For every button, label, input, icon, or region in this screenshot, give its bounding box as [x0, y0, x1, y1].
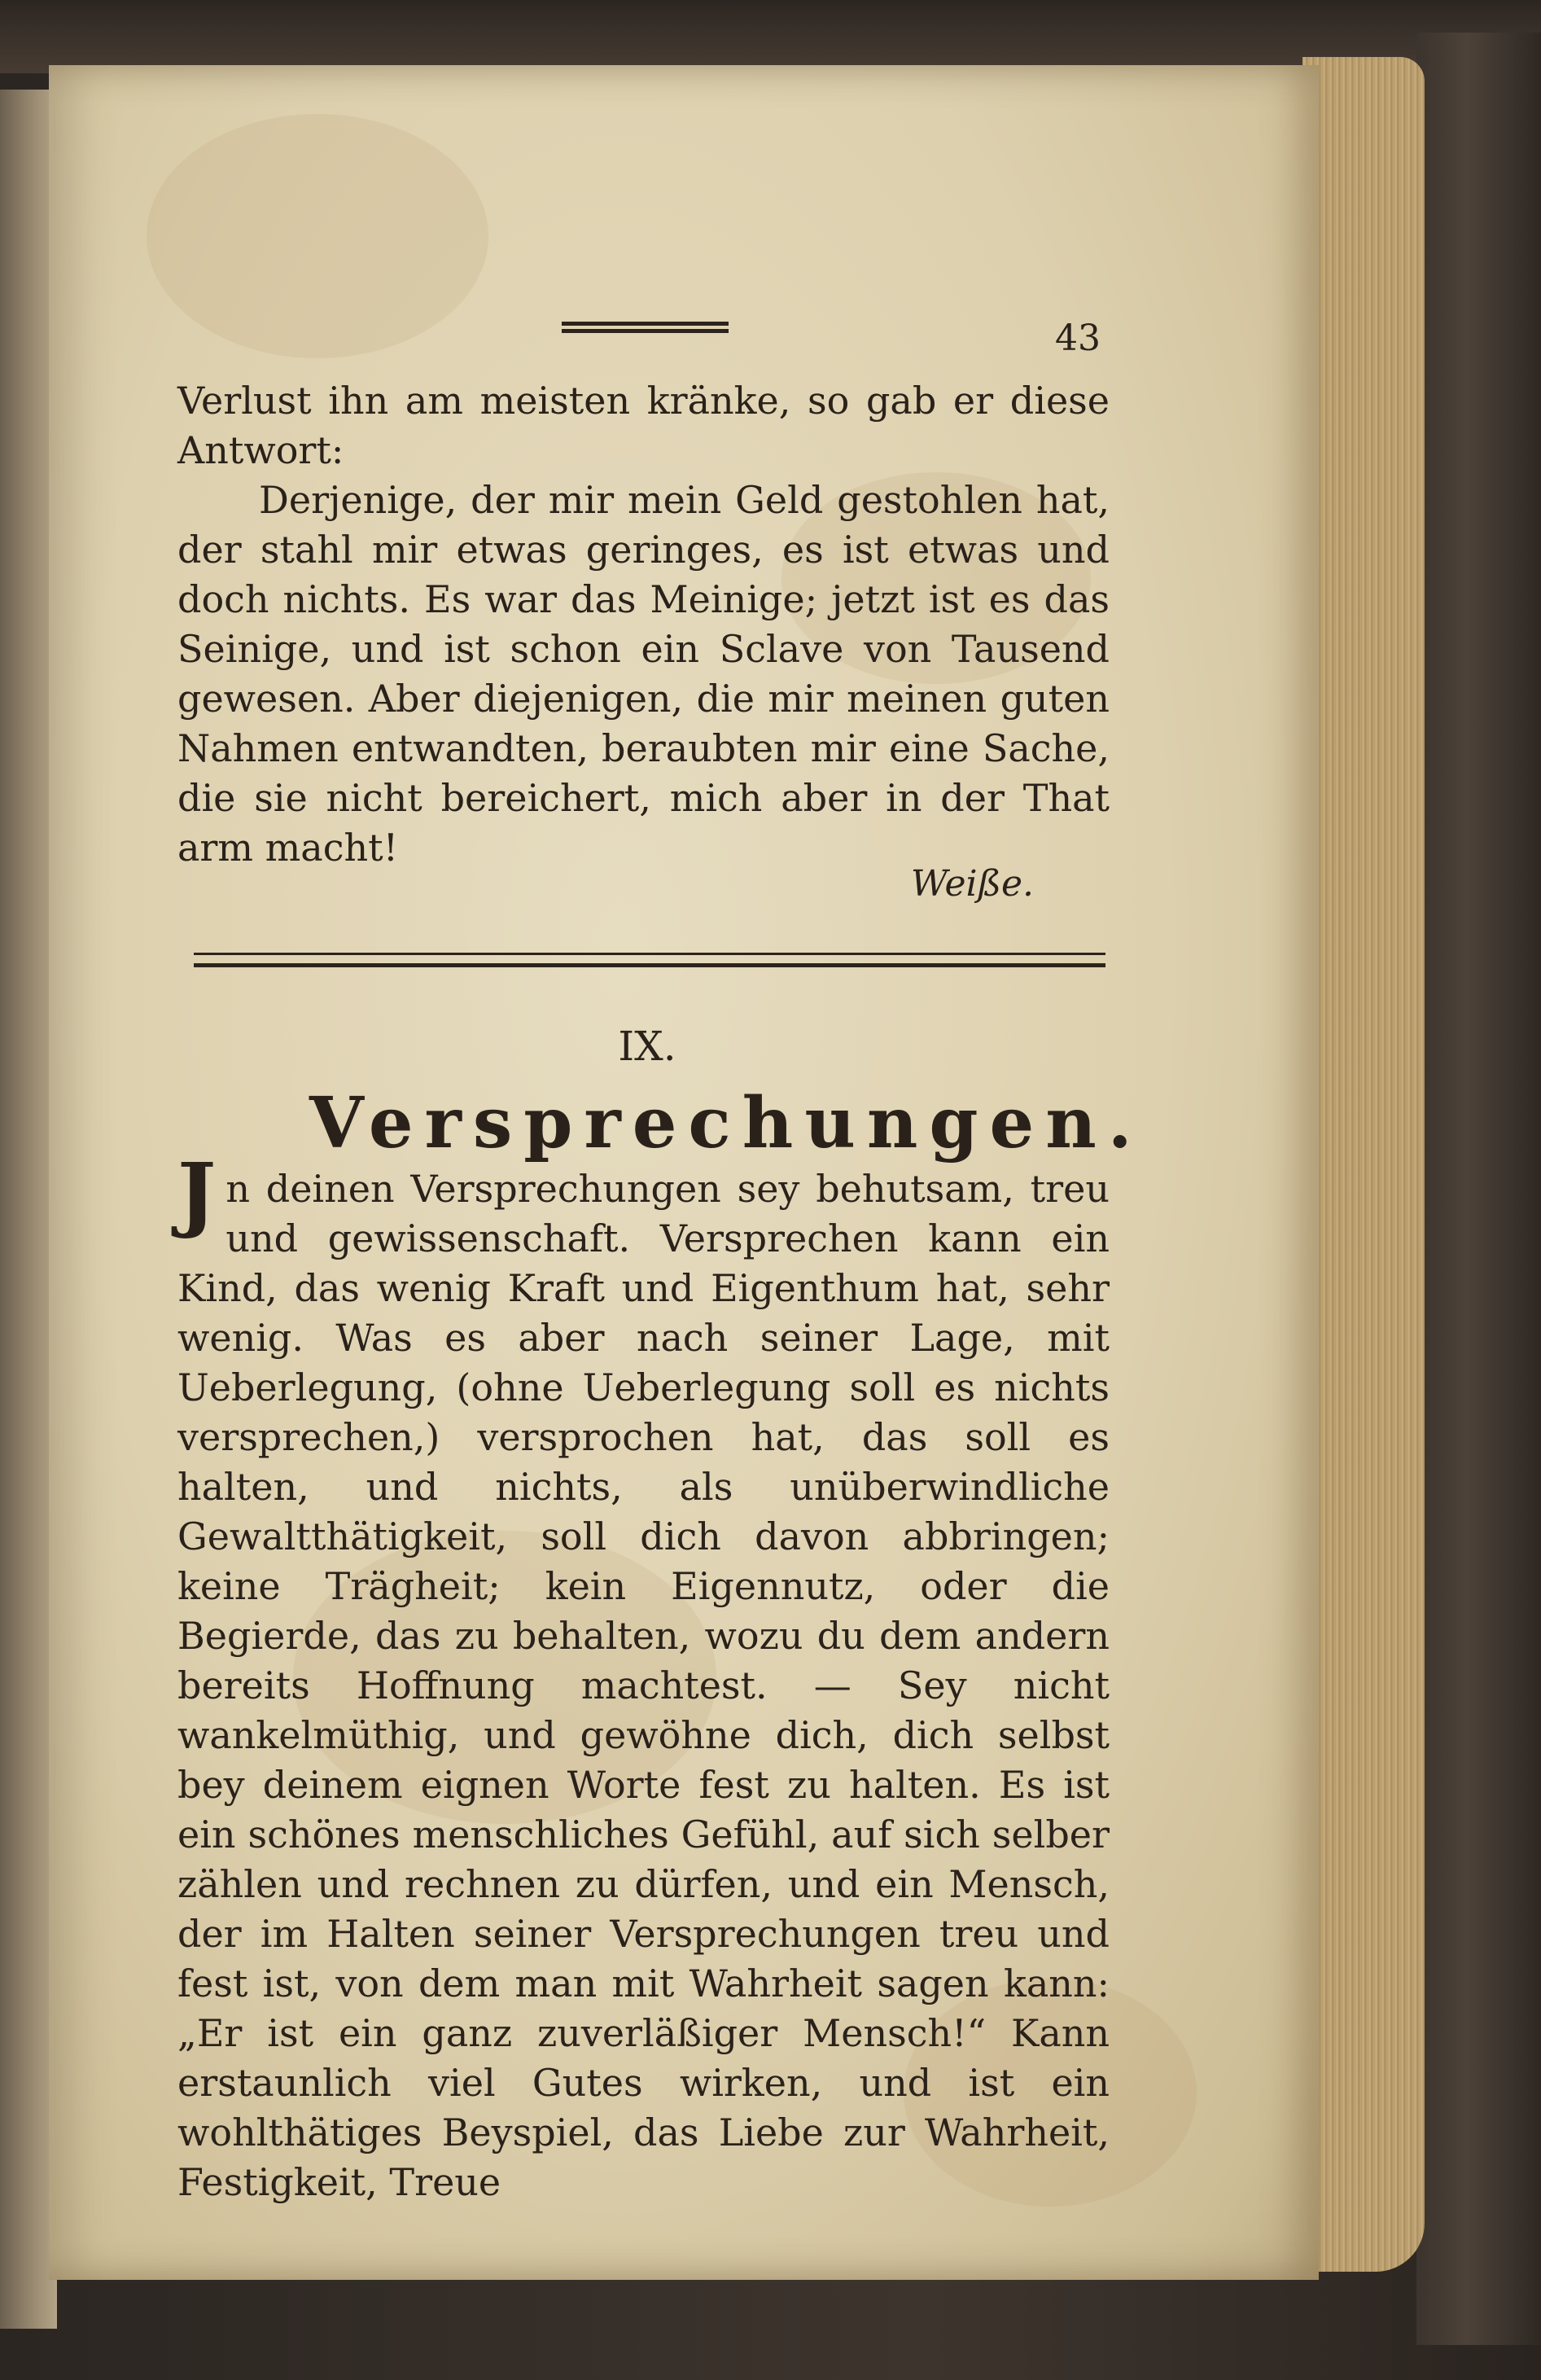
paragraph-quote: Derjenige, der mir mein Geld gestohlen hat, der stahl mir etwas geringes, es ist etwas und doch nichts. Es war das Meinige; jetzt ist es das Seinige, und ist schon ein Sclave von Tausend gewesen. Aber diejenigen, die mir meinen guten Nahmen entwandten, beraubten mir eine Sache, die sie nicht bereichert, mich aber in der That arm macht! [177, 478, 1110, 870]
section-title: Versprechungen. [309, 1082, 1144, 1164]
header-ornament [562, 322, 729, 336]
section-numeral: IX. [618, 1023, 676, 1070]
author-signature: Weiße. [910, 863, 1034, 905]
drop-capital: J [177, 1145, 217, 1241]
book-cover-right [1416, 33, 1541, 2345]
page-number: 43 [1055, 318, 1101, 359]
section-divider-rule [194, 953, 1105, 967]
continuation-text [177, 376, 1110, 873]
section-body [177, 1145, 1110, 2207]
page-block-edges [1302, 57, 1425, 2272]
paper-stain [147, 114, 488, 358]
section-body-text: n deinen Versprechungen sey behutsam, treu und gewissenschaft. Versprechen kann ein Kind, das wenig Kraft und Eigenthum hat, sehr wenig. Was es aber nach seiner Lage, mit Ueberlegung, (ohne Ueberlegung soll es nichts versprechen,) versprochen hat, das soll es halten, und nichts, als unüberwindliche Gewaltthätigkeit, soll dich davon abbringen; keine Trägheit; kein Eigennutz, oder die Begierde, das zu behalten, wozu du dem andern bereits Hoffnung machtest. — Sey nicht wankelmüthig, und gewöhne dich, dich selbst bey deinem eignen Worte fest zu halten. Es ist ein schönes menschliches Gefühl, auf sich selber zählen und rechnen zu dürfen, und ein Mensch, der im Halten seiner Versprechungen treu und fest ist, von dem man mit Wahrheit sagen kann: „Er ist ein ganz zuverläßiger Mensch!“ Kann erstaunlich viel Gutes wirken, und ist ein wohlthätiges Beyspiel, das Liebe zur Wahrheit, Festigkeit, Treue [177, 1167, 1110, 2204]
paragraph-intro: Verlust ihn am meisten kränke, so gab er diese Antwort: [177, 379, 1110, 472]
